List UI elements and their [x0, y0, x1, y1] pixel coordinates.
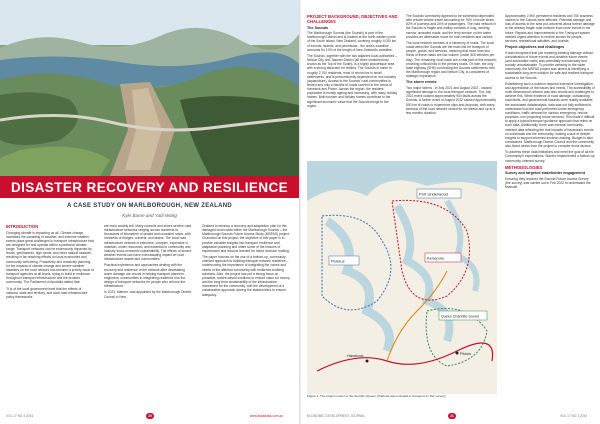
column-4	[307, 14, 399, 159]
paragraph: Approximately 2,900 permanent residents and 760 business owners in the Sounds were affected. Potential damage and loss of access to the area put concerns about further damage to the already fragile road network from more events in the future. Repairs and improvements to the Transport system needed urgent attention to restore access for people, services, recreational activities, and tourists.	[505, 14, 595, 43]
left-volume: VOL 17 NO 3 2024	[6, 414, 33, 418]
map-label-pelorus: Pelorus	[331, 258, 345, 264]
section-heading: PROJECT BACKGROUND, OBJECTIVES AND CHALLENGES	[307, 14, 398, 24]
paragraph: The Sounds, together with the two adjacent local authorities – Nelson City and Tasman District (all three combined into known as the Top of the South), is a highly picturesque area with a strong attraction for visitors. The Sounds is home to roughly 2,700 residents, most of whom live in small settlements, and is predominantly dependent on one industry (aquaculture). Access to the Sounds' rural communities is limited and only a handful of roads connect to the towns of Havelock and Picton. Across the region, the resident population is mostly ageing and increasing, with many holiday homes. Both tourism and holiday homes contribute to the significant economic value that the Sounds brings to the region.	[307, 53, 398, 108]
paragraph: It was recognised that just repairing existing damage without consideration of future events and possible future events (and associated costs) was potentially economically and socially unsustainable. To provide certainty to the wider community, the MSFAS project was aimed at identifying a sustainable long-term solution for safe and resilient transport access to the Sounds.	[505, 50, 594, 80]
paragraph: The Marlborough Sounds (the Sounds) is part of the Marlborough District and is located at the north-eastern point of the South Island, New Zealand, covering roughly 4,000 km of sounds, islands, and peninsulas - the area's coastline accounts for 10% of the length of New Zealand's coastline.	[307, 31, 397, 52]
map-caption: Figure 1. The project extent to the Sounds (Queen Charlotte was included in Kenepuru in this survey)	[307, 394, 446, 398]
right-volume: VOL 17 NO 3 2024	[560, 414, 587, 418]
subheading: The Sounds	[307, 25, 329, 30]
article-subtitle: A CASE STUDY ON MARLBOROUGH, NEW ZEALAND	[67, 203, 232, 209]
title-band	[0, 176, 299, 198]
article-title: DISASTER RECOVERY AND RESILIENCE	[10, 179, 289, 195]
column-1	[6, 224, 94, 410]
map-label-kenepuru: Kenepuru	[427, 255, 445, 261]
paragraph: The paper focuses on the use of a bottom-up, community-oriented approach to building transport network resilience – underscoring the importance of integrating the voices and needs of the affected community with resilience-building solutions. Also, the project has put a strong focus on proactive, nature-based solutions to ensure value for money and the long-term sustainability of the infrastructure investment for the community, with the development of a collaborative approach among the stakeholders to ensure adequacy.	[202, 255, 290, 297]
column-6	[505, 14, 595, 410]
column-5	[406, 14, 498, 159]
subheading: Survey and targeted stakeholder engagement	[505, 171, 585, 176]
website-url: www.edustralia.com.au	[250, 414, 283, 418]
left-page-number: 20	[146, 413, 154, 419]
paragraph: are most acutely felt. Many councils and shires service road infrastructure networks ranging across hundreds to thousands of kilometres of sealed and unsealed roads, with hundreds of bridges, culverts, and drains. The local road infrastructure network is extensive, complex, expensive to maintain, under resourced, and essential to community and industry socio-economic sustainability. The effects of severe weather events can have a devastating impact on road infrastructure assets and communities."	[104, 224, 192, 262]
section-heading: METHODOLOGIES	[505, 164, 543, 170]
sounds-map	[307, 161, 497, 394]
map-label-havelock: Havelock	[347, 353, 364, 358]
paragraph: The local network consists of a hierarchy of roads. The local roads within the Sounds are the main link for transport of people, goods, and services, meaning that more than two thirds of these roads are low volume (under 500 vehicles per day). The remaining rural roads are a vital part of this network, providing critical links to the primary roads. Of note, the only state highway (SH6) connecting the Sounds settlements with the Marlborough region and Nelson City, is considered of strategic importance.	[406, 40, 497, 79]
column-3	[202, 224, 292, 410]
map-label-picton: Picton	[460, 351, 472, 356]
paragraph: The Sounds community appears to be somewhat dependent, with private vehicle travel accounting for 76% of mode share, 82% of journeys and 24% of passengers. The road network in the Sounds is fragile and mainly consists of long, winding, narrow, unsealed roads; and the ferry service on the water provides an alternative mode for both residents and visitors.	[406, 14, 497, 39]
page-gutter	[299, 0, 301, 424]
paragraph: To address these data limitations and meet the goal of all the Community's expectations, Stantec implemented a bottom-up community-oriented survey.	[505, 150, 595, 163]
section-heading: INTRODUCTION	[6, 224, 39, 229]
paragraph: Practical experience and approaches dealing with the recovery and resilience of the network after devastating storm damage are crucial in helping transport planners, engineers, communities in integrating resilience into the design of transport networks for people who will use the infrastructure.	[104, 263, 186, 289]
paragraph: Establishing such a solution required extensive investigation and appreciation of the issues and needs. The accessibility of multi-dimensional network was also crucial and challenges to achieve this. While evidence of road damage, outstanding road faults, and geotechnical hazards were readily available, the associated data/analysis, data was not fully sufficient to understand how the road performed under emergency conditions, traffic demand for various emergency, rescue purposes, non-projecting future demand. This made it difficult to apply a typical transport guidance approach that relies on such data. Additionally, there was minimal community-oriented data reflecting the true impacts of hazardous events on individuals and the community, making a lack of deeper insights to support informed decision-making. Budget is also constrained. Marlborough District Council and the community also faced stress from the project to consider those factors.	[505, 81, 595, 149]
right-page-number: 21	[448, 413, 456, 419]
landscape-illustration	[0, 0, 299, 176]
column-2	[104, 224, 192, 410]
subheading: The storm events	[406, 80, 437, 85]
map-label-queen-charlotte: Queen Charlotte Sound	[441, 314, 479, 319]
paragraph: Two major storms - in July 2021 and August 2022 - caused significant damage to the local transport network. The July 2021 event caused approximately 900 faults across the Sounds. A further event in August 2022 caused approximately 500 km of roads to experience slips and dropouts, with many sections of the road network closed for six weeks and up to a few months duration.	[406, 85, 496, 115]
subheading: Project objectives and challenges	[505, 45, 565, 50]
map-label-port-underwood: Port Underwood	[419, 191, 448, 197]
hero-photo	[0, 0, 299, 176]
quote-paragraph: "It is of the local government level that the effects of national, state and territory, and local road infrastructure policy frameworks	[6, 286, 88, 299]
article-authors: Kyle Barrie and Yadi Wang	[122, 213, 177, 218]
paragraph: Changing climate is impacting us all. Climate change increases the variability of weather, and extreme weather events place great challenges to transport infrastructure that are designed for and operate within a particular climatic range. Transport networks can be enormously impacted by floods, geohazards, high winds, and other natural hazards, resulting in far-reaching effects on local economies and community well-being. Proactively and reactively planning for the impacts of climate change and severe weather disasters on the road network has become a priority issue of transport agencies at all levels, trying to build in resilience throughout transport infrastructure and the broader community. The Parliament of Australia stated that:	[6, 230, 94, 285]
map-illustration	[307, 161, 497, 394]
journal-name: ECONOMIC DEVELOPMENT JOURNAL	[307, 414, 366, 418]
paragraph: Zealand to develop a recovery and adaptation plan for the damaged local roads within the Marlborough Sounds – the Marlborough Sounds Future Access Study (MSFAS) project. Grounded on this project, the objective of this paper is to provide valuable insights into transport resilience and adaptation planning and share some of the lessons of experiences and lessons learned for future decision making.	[202, 224, 290, 253]
paragraph: Ensuring they reached the Sounds Future Access Survey (the survey) was carried out in Feb 2022 to understand the financial	[505, 176, 591, 190]
paragraph: In 2023, Mariner, was appointed by the Marlborough District Council in New	[104, 290, 192, 299]
